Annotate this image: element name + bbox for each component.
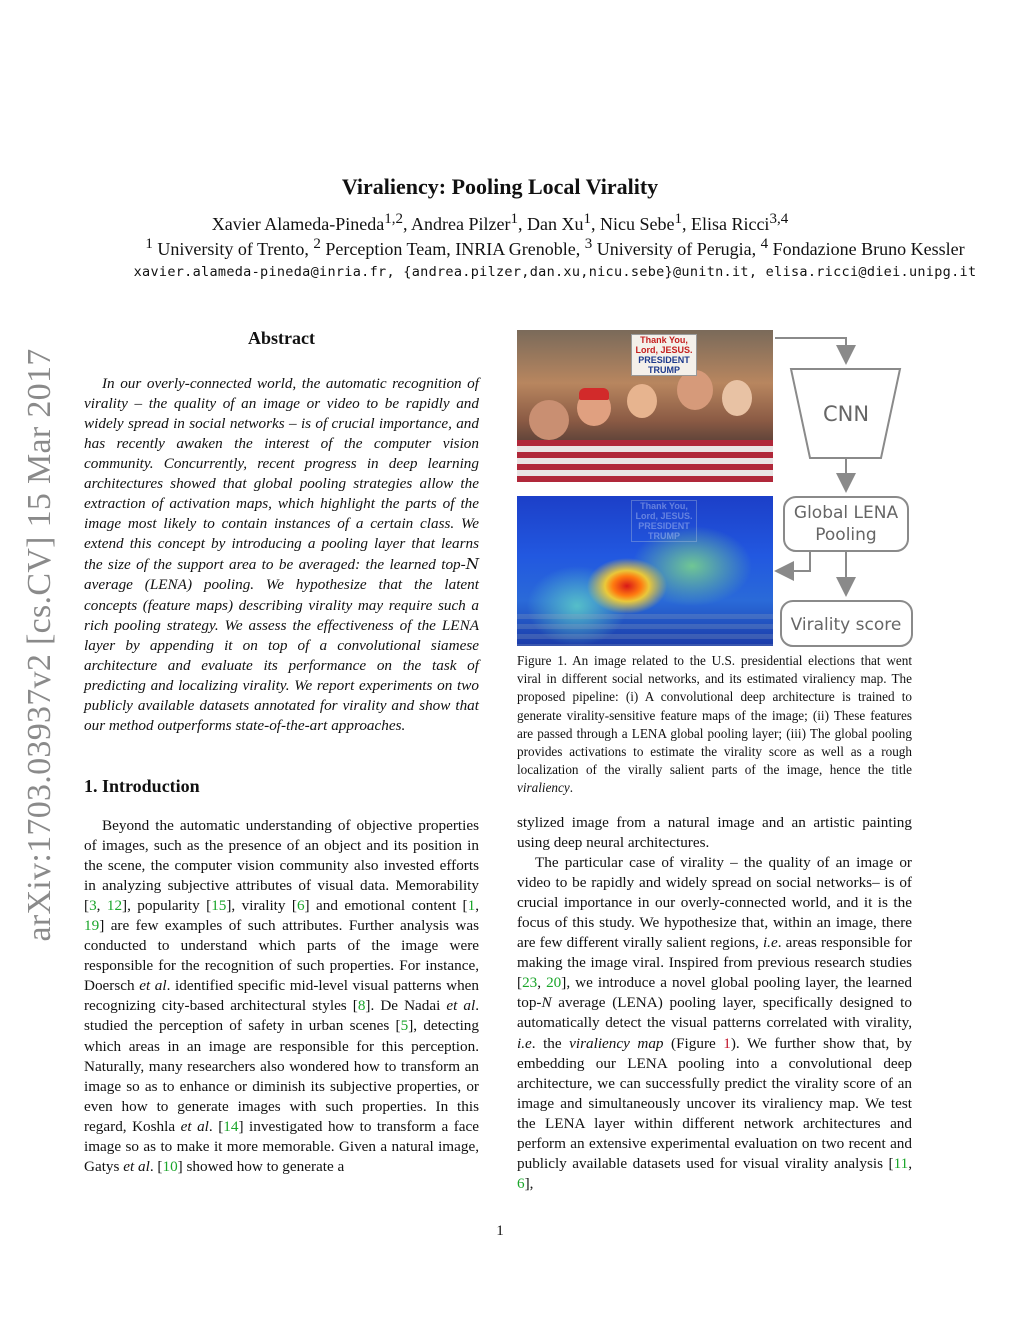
ie-italic: i.e xyxy=(762,934,778,952)
heatmap-flag-overlay xyxy=(517,614,773,646)
affiliation: Perception Team, INRIA Grenoble, xyxy=(325,239,581,259)
intro-text: Beyond the automatic understanding of objective properties of images, such as the presence of an object and its position in the scene, the computer vision community also invested efforts in analyzing subjective attributes of visual data. Memorability [ xyxy=(84,817,479,915)
cnn-label: CNN xyxy=(822,402,870,426)
body-text: . areas responsible for making the image viral. Inspired from previous research studies [ xyxy=(517,934,913,992)
intro-text: ], virality [ xyxy=(226,897,297,915)
caption-text: Figure 1. An image related to the U.S. presidential elections that went viral in different social networks, and its estimated viraliency map. The proposed pipeline: (i) A convolutional deep architecture is trained to generate virality-sensitive feature maps of the image; (ii) These features are passed through a LENA global pooling layer; (iii) The global pooling provides activations to estimate the virality score as well as a rough localization of the virally salient parts of the image, hence the title xyxy=(517,653,912,778)
intro-text: . [ xyxy=(208,1117,224,1135)
author-name: Andrea Pilzer xyxy=(411,214,511,234)
arrow-image-to-cnn xyxy=(775,338,846,361)
sign-text: PRESIDENT xyxy=(638,355,690,365)
abstract-math-n: N xyxy=(465,555,479,574)
intro-text: ] investigated how to transform a face image so as to make it more memorable. Given a natural image, Gatys xyxy=(84,1117,480,1175)
citation-link[interactable]: 3 xyxy=(89,897,97,915)
intro-text: , xyxy=(475,897,480,915)
citation-link[interactable]: 20 xyxy=(546,974,562,992)
abstract-body xyxy=(84,374,479,736)
affiliations xyxy=(0,236,1024,260)
affiliation: University of Trento, xyxy=(157,239,309,259)
body-text: , xyxy=(908,1154,912,1172)
caption-text: . xyxy=(569,780,574,796)
citation-link[interactable]: 12 xyxy=(106,897,123,915)
pooling-label-line2: Pooling xyxy=(815,525,877,545)
pooling-label-line1: Global LENA xyxy=(793,503,899,523)
author-affil-sup: 3,4 xyxy=(769,211,789,227)
math-n: N xyxy=(541,994,552,1012)
red-cap xyxy=(579,388,609,400)
abstract-heading: Abstract xyxy=(248,328,315,348)
intro-text: . identified specific mid-level visual patterns when recognizing city-based architectural styles [ xyxy=(84,977,480,1015)
crowd-face xyxy=(529,400,569,440)
ie-italic: i.e xyxy=(517,1034,532,1052)
intro-body xyxy=(84,816,479,1177)
virality-score-label: Virality score xyxy=(790,615,902,635)
author-affil-sup: 1 xyxy=(510,211,518,227)
arrow-pooling-to-map xyxy=(778,551,810,571)
intro-text: ], popularity [ xyxy=(122,897,212,915)
paper-title: Viraliency: Pooling Local Virality xyxy=(341,174,659,199)
heatmap-sign-overlay xyxy=(631,500,697,542)
body-text: The particular case of virality – the quality of an image or video to be rapidly and widely spread on social networks– is of crucial importance in our overly-connected world, and it is the focus of this study. We hypothesize that, within an image, there are few different virally salient regions, xyxy=(517,854,912,952)
intro-text: ] showed how to generate a xyxy=(177,1157,345,1175)
body-text: ], we introduce a novel global pooling layer, the learned top- xyxy=(517,974,912,1012)
page-number: 1 xyxy=(496,1223,504,1239)
crowd-face xyxy=(677,370,713,410)
intro-text: ] and emotional content [ xyxy=(304,897,468,915)
etal-italic: et al xyxy=(446,997,476,1015)
section-heading-introduction: 1. Introduction xyxy=(84,776,200,796)
intro-text: . studied the perception of safety in urban scenes [ xyxy=(84,997,480,1035)
pipeline-diagram xyxy=(770,325,920,655)
citation-link[interactable]: 6 xyxy=(517,1174,525,1192)
body-text: . the xyxy=(531,1034,570,1052)
citation-link[interactable]: 14 xyxy=(223,1117,239,1135)
body-text: (Figure xyxy=(663,1034,724,1052)
citation-link[interactable]: 5 xyxy=(400,1017,409,1035)
figure-caption xyxy=(517,652,912,798)
citation-link[interactable]: 23 xyxy=(522,974,538,992)
citation-link[interactable]: 8 xyxy=(357,997,366,1015)
right-column-body xyxy=(517,813,912,1194)
affil-sup: 1 xyxy=(145,236,153,252)
sign-text: TRUMP xyxy=(648,365,680,375)
affiliation: Fondazione Bruno Kessler xyxy=(772,239,965,259)
etal-italic: et al xyxy=(180,1117,209,1135)
arxiv-stamp-text: arXiv:1703.03937v2 [cs.CV] 15 Mar 2017 xyxy=(21,348,58,942)
affiliation: University of Perugia, xyxy=(596,239,757,259)
sign-text: TRUMP xyxy=(648,531,680,541)
affil-sup: 2 xyxy=(313,236,321,252)
figure-ref-link[interactable]: 1 xyxy=(723,1034,731,1052)
body-text: average (LENA) pooling layer, specifically designed to automatically detect the visual patterns correlated with virality, xyxy=(517,994,912,1032)
citation-link[interactable]: 1 xyxy=(467,897,476,915)
body-text: ], xyxy=(524,1174,534,1192)
body-text: , xyxy=(537,974,547,992)
crowd-face xyxy=(722,380,752,416)
etal-italic: et al xyxy=(123,1157,150,1175)
author-affil-sup: 1,2 xyxy=(384,211,403,227)
arxiv-stamp xyxy=(10,345,70,945)
paragraph-continuation: stylized image from a natural image and an artistic painting using deep neural architectures. xyxy=(517,814,912,852)
intro-text: ], detecting which areas in an image are responsible for this perception. Naturally, many researchers also wondered how to transform an image so as to enhance or diminish its subjective properties, or even how to generate images with such properties. In this regard, Koshla xyxy=(84,1017,479,1135)
author-emails: xavier.alameda-pineda@inria.fr, {andrea.pilzer,dan.xu,nicu.sebe}@unitn.it, elisa.ricci@diei.unipg.it xyxy=(133,264,977,280)
viraliency-heatmap xyxy=(517,496,773,646)
citation-link[interactable]: 15 xyxy=(211,897,227,915)
author-list: Xavier Alameda-Pineda$^{1,2}$, Andrea Pilzer$^1$, Dan Xu$^1$, Nicu Sebe$^1$, Elisa Ricci$^{3,4}$ xyxy=(211,211,789,234)
rally-photo xyxy=(517,330,773,482)
intro-text: ] are few examples of such attributes. Further analysis was conducted to understand which parts of the image were responsible for the recognition of such properties. For instance, Doersch xyxy=(84,917,479,995)
affil-sup: 3 xyxy=(584,236,593,252)
abstract-text: average (LENA) pooling. We hypothesize that the latent concepts (feature maps) describing virality may require such a rich pooling strategy. We assess the effectiveness of the LENA layer by appending it on top of a convolutional siamese architecture and evaluate its performance on the task of predicting and localizing virality. We report experiments on two publicly available datasets annotated for virality and show that our method outperforms state-of-the-art approaches. xyxy=(84,576,479,734)
citation-link[interactable]: 6 xyxy=(296,897,305,915)
author-name: Xavier Alameda-Pineda xyxy=(211,214,385,234)
author-affil-sup: 1 xyxy=(583,211,591,227)
sign-text: Lord, JESUS. xyxy=(635,345,693,355)
abstract-text: In our overly-connected world, the automatic recognition of virality – the quality of an image or video to be rapidly and widely spread in social networks – is of crucial importance, and has recently awaken the interest of the computer vision community. Concurrently, recent progress in deep learning architectures showed that global pooling strategies allow the extraction of activation maps, which highlight the parts of the image most likely to contain instances of a certain class. We extend this concept by introducing a pooling layer that learns the size of the support area to be averaged: the learned top- xyxy=(84,375,479,574)
rally-sign xyxy=(631,334,697,376)
crowd-face xyxy=(627,384,657,418)
flag-stripes xyxy=(517,440,773,482)
affil-sup: 4 xyxy=(760,236,769,252)
author-name: Dan Xu xyxy=(526,214,584,234)
author-name: Elisa Ricci xyxy=(690,214,770,234)
caption-italic: viraliency xyxy=(517,780,570,796)
body-text: ). We further show that, by embedding our LENA pooling into a convolutional deep architecture, we can successfully predict the virality score of an image and simultaneously uncover its viraliency map. We test the LENA layer within different network architectures and perform an extensive experimental evaluation on two recent and publicly available datasets used for visual virality analysis [ xyxy=(517,1034,912,1172)
intro-text: , xyxy=(96,897,107,915)
etal-italic: et al xyxy=(139,977,167,995)
author-affil-sup: 1 xyxy=(674,211,682,227)
intro-text: . [ xyxy=(149,1157,163,1175)
citation-link[interactable]: 11 xyxy=(893,1154,909,1172)
author-name: Nicu Sebe xyxy=(599,214,675,234)
sign-text: Thank You, xyxy=(640,501,688,511)
citation-link[interactable]: 19 xyxy=(84,917,100,935)
viraliency-map-italic: viraliency map xyxy=(569,1034,664,1052)
sign-text: Thank You, xyxy=(640,335,688,345)
sign-text: Lord, JESUS. xyxy=(635,511,693,521)
intro-text: ]. De Nadai xyxy=(365,997,447,1015)
citation-link[interactable]: 10 xyxy=(162,1157,178,1175)
sign-text: PRESIDENT xyxy=(638,521,690,531)
